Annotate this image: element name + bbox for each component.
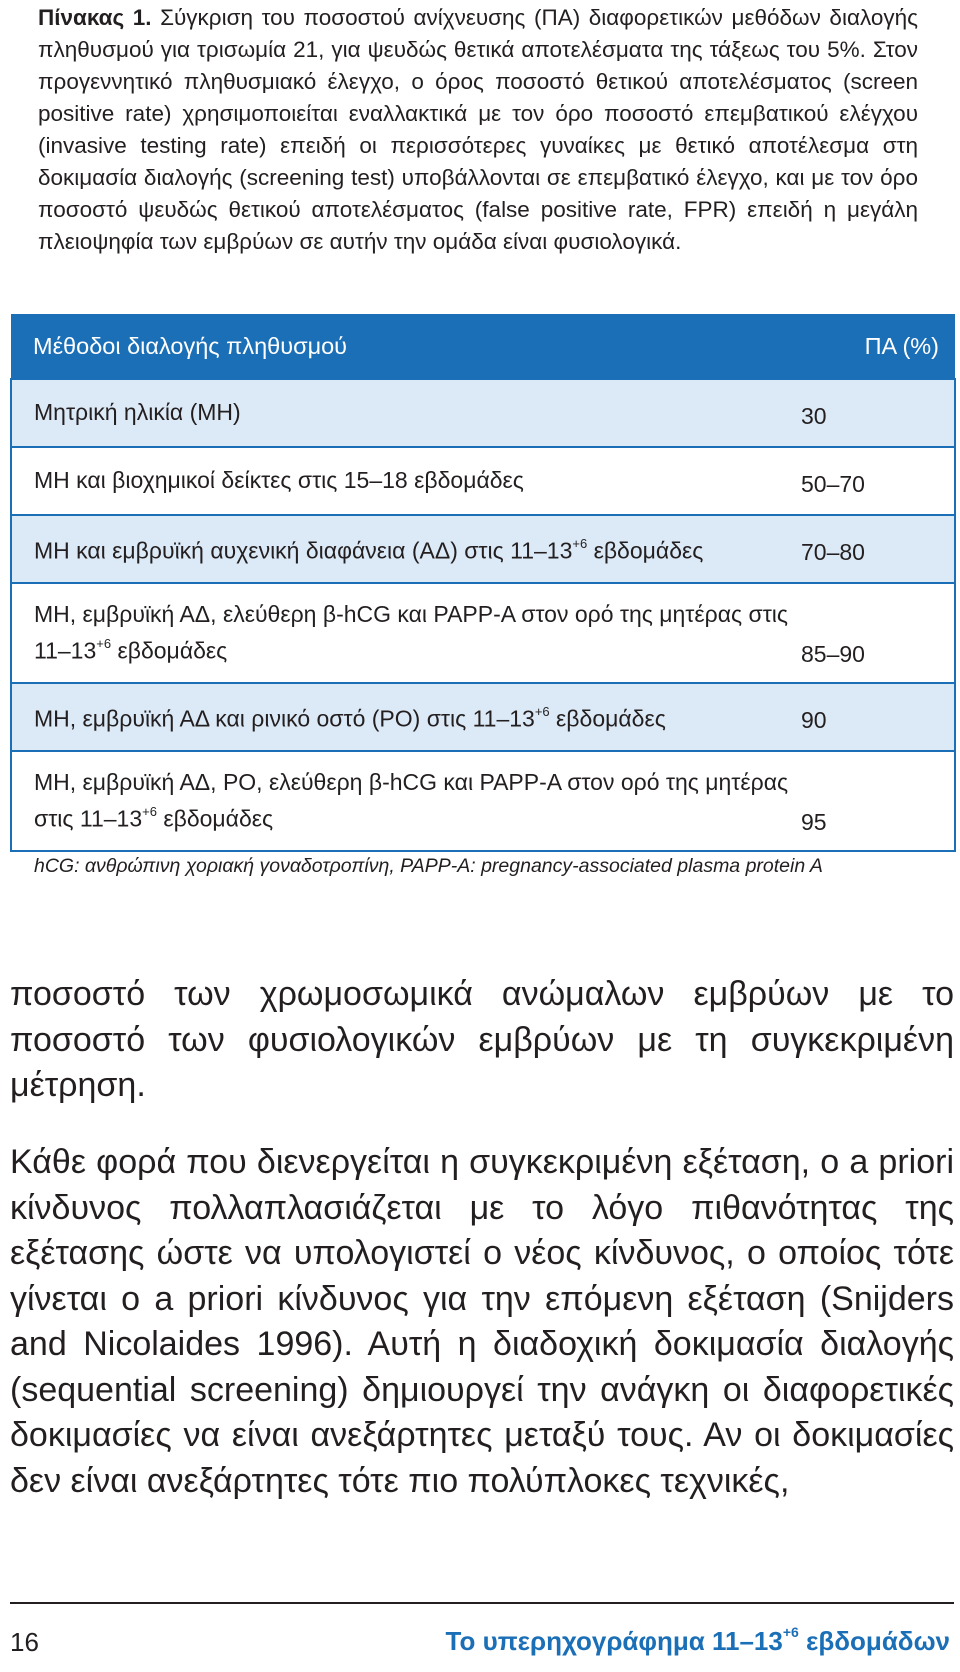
footer-divider <box>10 1602 954 1604</box>
row-value: 50–70 <box>801 447 955 515</box>
row-method: ΜΗ, εμβρυϊκή ΑΔ και ρινικό οστό (ΡΟ) στις $11-13^{+6}$ εβδομάδες <box>11 683 801 751</box>
row-method: ΜΗ, εμβρυϊκή ΑΔ, ελεύθερη β-hCG και PAPP-A στον ορό της μητέρας στις $11-13^{+6}$ εβδομάδες <box>11 583 801 683</box>
row-method: ΜΗ και βιοχημικοί δείκτες στις 15–18 εβδομάδες <box>11 447 801 515</box>
page-number: 16 <box>10 1627 39 1657</box>
row-value: 85–90 <box>801 583 955 683</box>
row-method: Μητρική ηλικία (ΜΗ) <box>11 379 801 447</box>
header-method: Μέθοδοι διαλογής πληθυσμού <box>11 314 801 379</box>
table-caption <box>38 2 918 258</box>
row-method: ΜΗ, εμβρυϊκή ΑΔ, ΡΟ, ελεύθερη β-hCG και PAPP-A στον ορό της μητέρας στις $11-13^{+6}$ εβδομάδες <box>11 751 801 851</box>
table-row <box>11 515 955 583</box>
table-row <box>11 583 955 683</box>
running-title: Το υπερηχογράφημα $11-13^{+6}$ εβδομάδων <box>445 1624 950 1656</box>
table-row <box>11 447 955 515</box>
table-row <box>11 751 955 851</box>
row-method: ΜΗ και εμβρυϊκή αυχενική διαφάνεια (ΑΔ) στις $11-13^{+6}$ εβδομάδες <box>11 515 801 583</box>
table-header-row <box>11 314 955 379</box>
table-row <box>11 683 955 751</box>
row-value: 90 <box>801 683 955 751</box>
body-paragraph-1: ποσοστό των χρωμοσωμικά ανώμαλων εμβρύων με το ποσοστό των φυσιολογικών εμβρύων με τη συγκεκριμένη μέτρηση. <box>10 975 954 1104</box>
body-paragraph-2: Κάθε φορά που διενεργείται η συγκεκριμένη εξέταση, ο a priori κίνδυνος πολλαπλασιάζεται με το λόγο πιθανότητας της εξέτασης ώστε να υπολογιστεί ο νέος κίνδυνος, ο οποίος τότε γίνεται ο a priori κίνδυνος για την επόμενη εξέταση (Snijders and Nicolaides 1996). Αυτή η διαδοχική δοκιμασία διαλογής (sequential screening) δημιουργεί την ανάγκη οι διαφορετικές δοκιμασίες να είναι ανεξάρτητες μεταξύ τους. Αν οι δοκιμασίες δεν είναι ανεξάρτητες τότε πιο πολύπλοκες τεχνικές, <box>10 1143 954 1500</box>
row-value: 70–80 <box>801 515 955 583</box>
header-rate: ΠΑ (%) <box>801 314 955 379</box>
screening-methods-table <box>10 314 956 852</box>
row-value: 95 <box>801 751 955 851</box>
table-footnote: hCG: ανθρώπινη χοριακή γοναδοτροπίνη, PAPP-A: pregnancy-associated plasma protein A <box>34 855 823 877</box>
caption-text: Σύγκριση του ποσοστού ανίχνευσης (ΠΑ) διαφορετικών μεθόδων διαλογής πληθυσμού για τρισωμία 21, για ψευδώς θετικά αποτελέσματα της τάξεως του 5%. Στον προγεννητικό πληθυσμιακό έλεγχο, ο όρος ποσοστό θετικού αποτελέσματος (screen positive rate) χρησιμοποιείται εναλλακτικά με τον όρο ποσοστό επεμβατικού ελέγχου (invasive testing rate) επειδή οι περισσότερες γυναίκες με θετικό αποτέλεσμα στη δοκιμασία διαλογής (screening test) υποβάλλονται σε επεμβατικό έλεγχο, και με τον όρο ποσοστό ψευδώς θετικού αποτελέσματος (false positive rate, FPR) επειδή η μεγάλη πλειοψηφία των εμβρύων σε αυτήν την ομάδα είναι φυσιολογικά. <box>38 5 918 254</box>
table-row <box>11 379 955 447</box>
caption-label: Πίνακας 1. <box>38 5 152 30</box>
row-value: 30 <box>801 379 955 447</box>
